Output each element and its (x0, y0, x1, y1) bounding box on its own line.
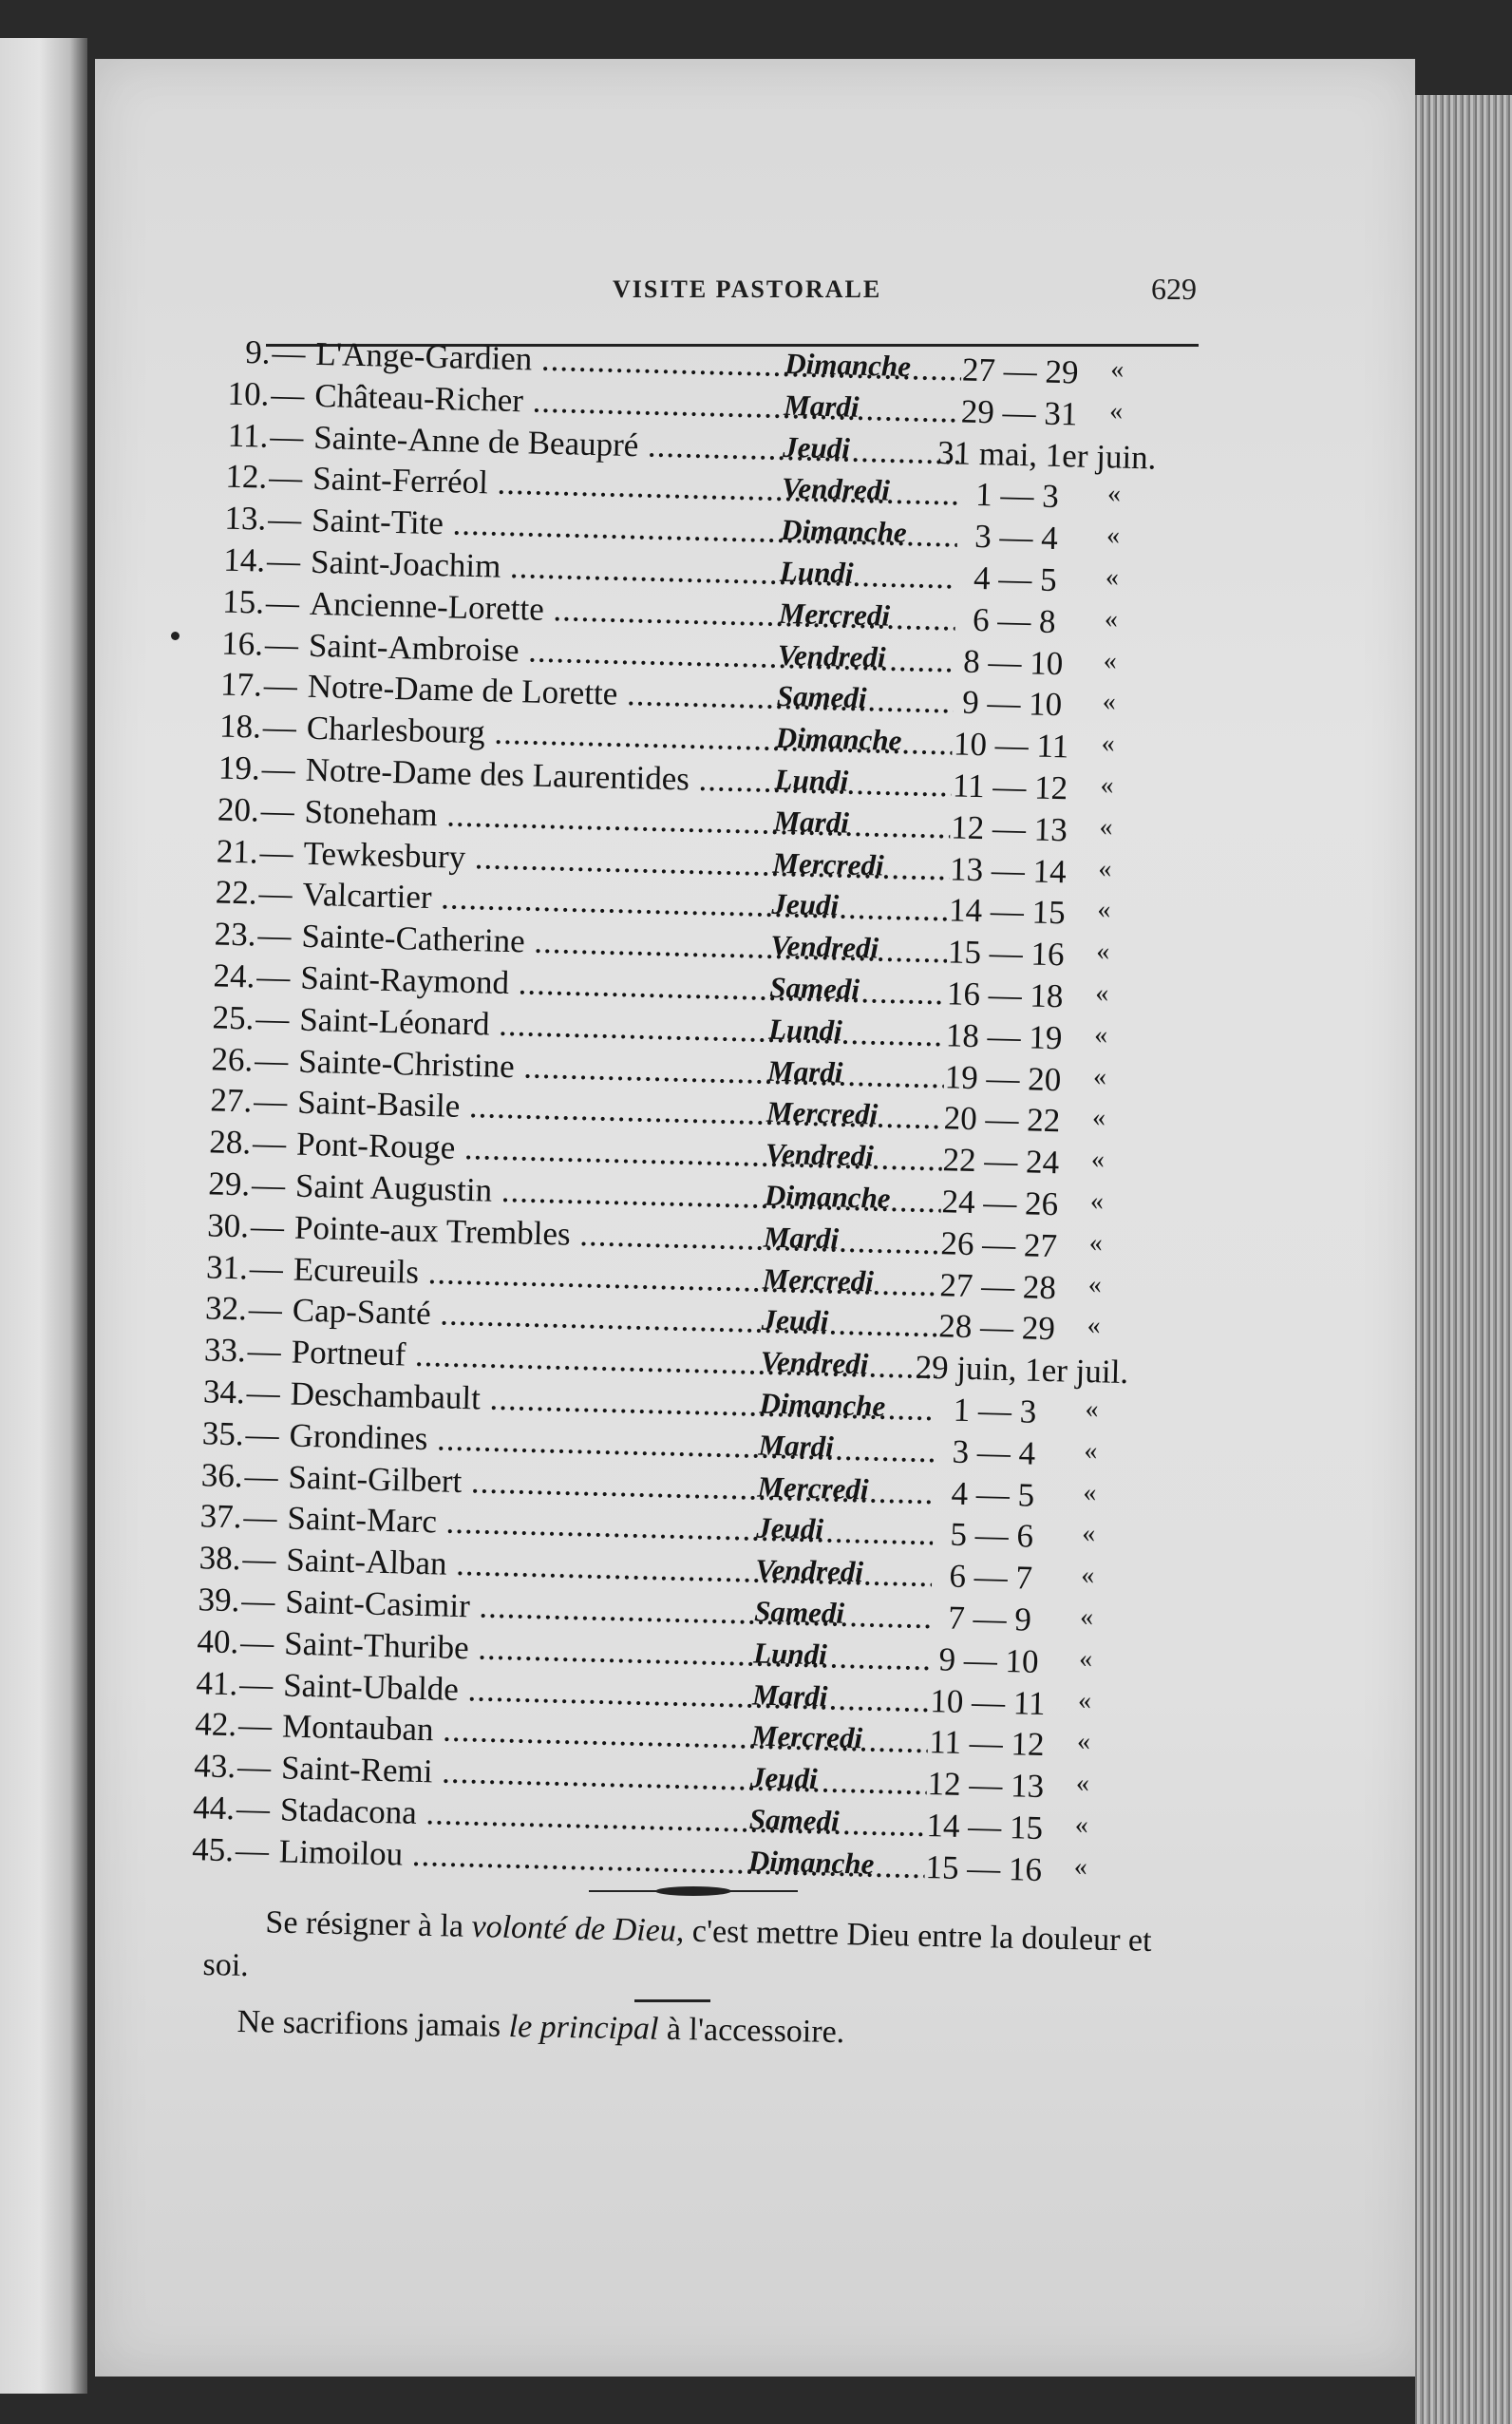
date-range: 3 — 4 (952, 1432, 1036, 1472)
weekday: Lundi (752, 1636, 828, 1672)
ditto-mark: « (1101, 729, 1116, 759)
ditto-mark: « (1073, 1851, 1088, 1882)
row-number: 45. (191, 1829, 235, 1868)
weekday: Mardi (766, 1053, 843, 1089)
row-number: 13. (224, 499, 267, 538)
row-number: 38. (198, 1539, 241, 1578)
row-dash: — (255, 957, 291, 996)
weekday: Jeudi (771, 887, 840, 922)
parish-name: Limoilou ..... (278, 1832, 925, 1886)
row-number: 29. (207, 1165, 251, 1203)
row-dash: — (262, 708, 297, 747)
row-dash: — (250, 1207, 285, 1246)
weekday: Mercredi (762, 1261, 875, 1298)
row-number: 25. (212, 998, 255, 1037)
row-dash: — (236, 1790, 271, 1828)
parish-name: Saint-Joachim ..... (311, 543, 957, 597)
row-number: 22. (215, 873, 258, 912)
parish-name: Saint Augustin ..... (295, 1167, 942, 1221)
weekday: Dimanche (747, 1844, 875, 1881)
row-dash: — (259, 833, 294, 872)
short-divider (634, 1999, 710, 2002)
facing-page-edge (0, 38, 87, 2394)
row-dash: — (239, 1623, 274, 1661)
date-range: 5 — 6 (950, 1515, 1034, 1556)
parish-name: Ancienne-Lorette ..... (310, 585, 956, 639)
weekday: Mercredi (750, 1718, 863, 1755)
date-range: 31 mai, 1er juin. (936, 433, 1157, 477)
row-dash: — (237, 1706, 273, 1745)
weekday: Dimanche (780, 513, 908, 550)
weekday: Lundi (767, 1012, 843, 1048)
parish-name: Saint-Marc ..... (287, 1500, 934, 1554)
row-dash: — (255, 999, 290, 1038)
parish-name: Notre-Dame de Lorette ..... (307, 668, 954, 722)
date-range: 3 — 4 (973, 518, 1059, 558)
row-number: 19. (217, 748, 261, 787)
weekday: Mercredi (772, 845, 885, 882)
date-range: 10 — 11 (929, 1681, 1047, 1722)
weekday: Samedi (748, 1802, 841, 1838)
date-range: 11 — 12 (952, 767, 1068, 807)
weekday: Vendredi (754, 1552, 864, 1589)
ornamental-divider (589, 1885, 798, 1897)
ditto-mark: « (1077, 1685, 1092, 1715)
date-range: 9 — 10 (961, 683, 1063, 724)
weekday: Samedi (768, 970, 860, 1007)
weekday: Mardi (773, 804, 850, 840)
date-range: 7 — 9 (947, 1599, 1032, 1638)
row-number: 33. (203, 1331, 247, 1370)
page-number: 629 (1151, 272, 1197, 306)
row-number: 23. (214, 915, 256, 954)
row-dash: — (243, 1498, 278, 1537)
parish-name: Pointe-aux Trembles ..... (294, 1208, 941, 1262)
weekday: Mercredi (778, 596, 891, 633)
row-number: 31. (205, 1247, 249, 1286)
row-dash: — (246, 1373, 281, 1412)
weekday: Mercredi (757, 1469, 869, 1506)
row-number: 41. (196, 1663, 238, 1702)
row-number: 26. (211, 1039, 254, 1079)
header-title: VISITE PASTORALE (613, 275, 882, 303)
row-dash: — (272, 333, 306, 372)
date-range: 26 — 27 (940, 1223, 1058, 1264)
weekday: Samedi (753, 1594, 845, 1630)
row-dash: — (263, 667, 298, 705)
row-number: 36. (200, 1455, 244, 1494)
ditto-mark: « (1083, 1477, 1097, 1507)
row-dash: — (253, 1082, 288, 1121)
row-number: 15. (221, 582, 265, 621)
row-number: 10. (227, 374, 270, 413)
date-range: 6 — 8 (972, 600, 1057, 640)
weekday: Dimanche (759, 1386, 886, 1423)
weekday: Jeudi (782, 429, 851, 465)
date-range: 15 — 16 (925, 1847, 1043, 1888)
margin-mark (171, 632, 180, 640)
ditto-mark: « (1088, 1227, 1104, 1259)
ditto-mark: « (1084, 1435, 1098, 1467)
row-number: 44. (192, 1789, 236, 1827)
ditto-mark: « (1076, 1727, 1091, 1757)
row-dash: — (258, 874, 293, 913)
ditto-mark: « (1090, 1145, 1106, 1175)
ditto-mark: « (1075, 1768, 1090, 1799)
ditto-mark: « (1078, 1643, 1093, 1674)
ditto-mark: « (1103, 645, 1118, 676)
ditto-mark: « (1087, 1269, 1103, 1299)
row-number: 17. (219, 665, 263, 704)
weekday: Vendredi (769, 928, 879, 965)
weekday: Mardi (783, 388, 860, 424)
ditto-mark: « (1105, 562, 1120, 593)
row-number: 20. (217, 790, 260, 829)
date-range: 29 — 31 (960, 392, 1078, 433)
date-range: 16 — 18 (946, 975, 1064, 1015)
date-range: 20 — 22 (943, 1099, 1061, 1140)
row-number: 18. (218, 707, 262, 746)
parish-name: Charlesbourg ..... (306, 710, 953, 764)
row-number: 9. (244, 333, 271, 371)
weekday: Dimanche (784, 346, 912, 384)
parish-name: Saint-Raymond ..... (300, 959, 947, 1013)
weekday: Vendredi (765, 1136, 875, 1173)
parish-name: Saint-Basile ..... (297, 1084, 944, 1138)
weekday: Vendredi (777, 637, 886, 674)
parish-name: Saint-Alban ..... (286, 1542, 933, 1596)
row-number: 35. (201, 1414, 245, 1453)
maxim-1-emphasis: volonté de Dieu, (471, 1908, 685, 1949)
maxim-2-text-end: à l'accessoire. (658, 2011, 845, 2051)
row-number: 16. (220, 624, 264, 663)
ditto-mark: « (1106, 521, 1121, 551)
row-number: 34. (202, 1373, 246, 1411)
row-dash: — (236, 1748, 272, 1787)
parish-name: Valcartier ..... (302, 876, 949, 930)
row-number: 24. (213, 956, 255, 995)
date-range: 8 — 10 (962, 642, 1064, 682)
ditto-mark: « (1074, 1809, 1089, 1841)
date-range: 12 — 13 (927, 1765, 1045, 1806)
weekday: Mardi (763, 1220, 840, 1256)
ditto-mark: « (1080, 1561, 1095, 1591)
row-number: 21. (216, 832, 259, 871)
ditto-mark: « (1087, 1311, 1102, 1341)
ditto-mark: « (1094, 978, 1109, 1009)
parish-name: Pont-Rouge ..... (296, 1126, 943, 1180)
date-range: 27 — 28 (939, 1265, 1057, 1306)
date-range: 6 — 7 (949, 1557, 1033, 1597)
row-dash: — (248, 1290, 283, 1329)
date-range: 14 — 15 (926, 1806, 1044, 1846)
parish-name: Saint-Ferréol ..... (312, 460, 959, 514)
weekday: Lundi (779, 554, 854, 590)
row-dash: — (252, 1124, 287, 1163)
row-number: 39. (198, 1581, 240, 1619)
parish-name: Saint-Remi ..... (281, 1750, 928, 1804)
maxim-1-text: Se résigner à la (265, 1904, 472, 1944)
row-dash: — (245, 1415, 280, 1453)
parish-name: Stoneham ..... (304, 793, 951, 847)
ditto-mark: « (1085, 1393, 1099, 1425)
date-range: 22 — 24 (942, 1141, 1060, 1182)
parish-name: Saint-Ambroise ..... (308, 626, 954, 680)
weekday: Mardi (751, 1677, 828, 1713)
row-dash: — (265, 583, 300, 622)
weekday: Vendredi (760, 1344, 869, 1381)
date-range: 1 — 3 (953, 1391, 1037, 1430)
weekday: Lundi (774, 762, 849, 798)
ditto-mark: « (1106, 479, 1122, 510)
ditto-mark: « (1093, 1019, 1108, 1051)
running-header (266, 272, 1197, 323)
ditto-mark: « (1102, 687, 1117, 717)
parish-name: Sainte-Catherine ..... (301, 918, 948, 972)
row-number: 28. (208, 1123, 252, 1162)
row-dash: — (238, 1664, 274, 1703)
row-dash: — (260, 791, 295, 830)
row-dash: — (240, 1581, 275, 1620)
ditto-mark: « (1097, 895, 1111, 925)
row-dash: — (241, 1540, 276, 1579)
weekday: Vendredi (781, 471, 891, 508)
row-dash: — (257, 916, 292, 955)
row-dash: — (254, 1041, 289, 1079)
ditto-mark: « (1104, 604, 1119, 634)
weekday: Samedi (776, 679, 867, 715)
visit-schedule (166, 332, 1172, 1895)
date-range: 12 — 13 (950, 808, 1068, 849)
date-range: 19 — 20 (944, 1057, 1062, 1098)
ditto-mark: « (1079, 1601, 1094, 1633)
row-number: 37. (199, 1497, 243, 1536)
parish-name: Sainte-Christine ..... (298, 1042, 945, 1096)
row-number: 43. (193, 1747, 236, 1786)
row-dash: — (264, 625, 299, 664)
row-number: 32. (204, 1289, 248, 1328)
date-range: 10 — 11 (953, 725, 1069, 766)
row-dash: — (268, 459, 303, 497)
parish-name: L'Ange-Gardien ..... (315, 335, 962, 389)
ditto-mark: « (1089, 1186, 1105, 1217)
parish-name: Deschambault ..... (290, 1374, 936, 1429)
ditto-mark: « (1098, 853, 1112, 884)
row-dash: — (261, 749, 296, 788)
date-range: 29 juin, 1er juil. (915, 1348, 1129, 1392)
parish-name: Notre-Dame des Laurentides ..... (305, 751, 952, 805)
weekday: Jeudi (756, 1510, 824, 1546)
date-range: 4 — 5 (973, 559, 1058, 598)
row-dash: — (266, 541, 301, 580)
row-number: 27. (210, 1081, 253, 1120)
ditto-mark: « (1095, 937, 1110, 967)
parish-name: Saint-Léonard ..... (299, 1000, 946, 1054)
ditto-mark: « (1109, 354, 1125, 385)
date-range: 15 — 16 (947, 933, 1065, 974)
row-number: 14. (222, 540, 266, 579)
parish-name: Saint-Casimir ..... (285, 1582, 932, 1637)
parish-name: Ecureuils ..... (293, 1250, 939, 1304)
row-dash: — (270, 375, 305, 414)
ditto-mark: « (1099, 811, 1113, 843)
date-range: 28 — 29 (937, 1307, 1056, 1348)
weekday: Jeudi (749, 1760, 819, 1796)
date-range: 9 — 10 (938, 1640, 1040, 1680)
parish-name: Saint-Tite ..... (312, 502, 958, 556)
row-dash: — (267, 500, 302, 539)
parish-name: Saint-Thuribe ..... (284, 1624, 931, 1678)
parish-name: Tewkesbury ..... (303, 834, 950, 888)
ditto-mark: « (1091, 1103, 1106, 1133)
ditto-mark: « (1092, 1061, 1107, 1091)
row-dash: — (249, 1249, 284, 1287)
date-range: 1 — 3 (974, 476, 1060, 516)
maxim-2-emphasis: le principal (508, 2008, 659, 2047)
row-dash: — (269, 417, 304, 456)
parish-name: Grondines ..... (289, 1416, 936, 1470)
row-number: 40. (197, 1621, 239, 1660)
ditto-mark: « (1081, 1519, 1096, 1549)
row-dash: — (251, 1165, 286, 1204)
date-range: 27 — 29 (961, 350, 1079, 391)
parish-name: Stadacona ..... (280, 1790, 927, 1845)
maxim-2-text: Ne sacrifions jamais (236, 2004, 510, 2044)
weekday: Mercredi (765, 1095, 879, 1131)
parish-name: Château-Richer ..... (314, 377, 961, 431)
row-number: 12. (225, 457, 268, 497)
row-dash: — (235, 1830, 270, 1869)
weekday: Dimanche (775, 721, 902, 758)
date-range: 18 — 19 (945, 1016, 1063, 1057)
date-range: 11 — 12 (928, 1723, 1046, 1764)
weekday: Jeudi (761, 1302, 829, 1338)
date-range: 14 — 15 (948, 891, 1067, 932)
row-number: 42. (194, 1705, 237, 1744)
weekday: Mardi (758, 1428, 835, 1464)
date-range: 13 — 14 (949, 849, 1068, 890)
row-dash: — (244, 1456, 279, 1495)
maxim-1-text-end: c'est mettre Dieu entre la douleur et soi. (202, 1913, 1152, 1983)
ditto-mark: « (1108, 396, 1124, 426)
parish-name: Saint-Gilbert ..... (288, 1458, 935, 1512)
parish-name: Saint-Ubalde ..... (283, 1666, 930, 1720)
page-stack-edge (1415, 95, 1512, 2424)
row-number: 30. (206, 1206, 250, 1245)
parish-name: Sainte-Anne de Beaupré ..... (313, 418, 960, 472)
row-dash: — (247, 1332, 282, 1371)
parish-name: Portneuf ..... (291, 1334, 937, 1388)
row-number: 11. (227, 416, 269, 455)
parish-name: Montauban ..... (282, 1708, 929, 1762)
weekday: Dimanche (764, 1178, 892, 1215)
parish-name: Cap-Santé ..... (292, 1292, 938, 1346)
date-range: 4 — 5 (951, 1474, 1035, 1514)
ditto-mark: « (1100, 770, 1115, 801)
date-range: 24 — 26 (941, 1183, 1059, 1223)
